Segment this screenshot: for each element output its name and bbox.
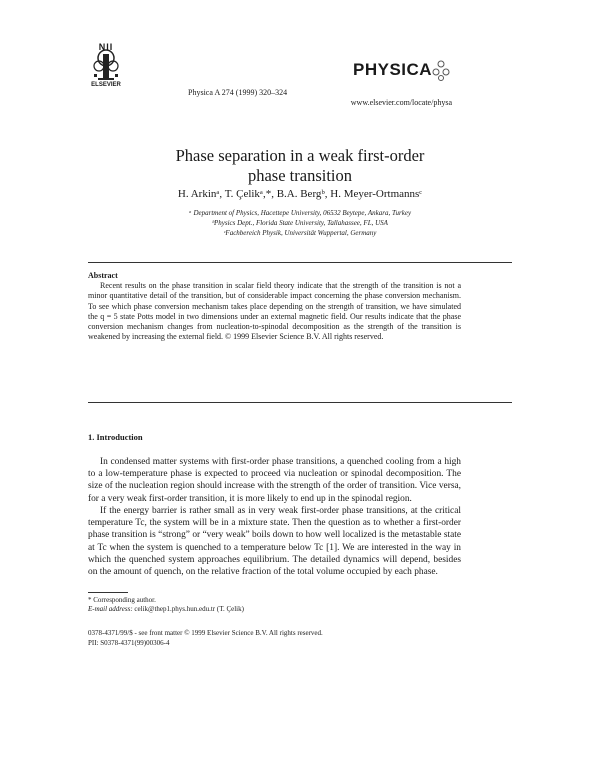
journal-reference: Physica A 274 (1999) 320–324 bbox=[188, 88, 288, 97]
email-label: E-mail address: bbox=[88, 605, 133, 613]
pii-line: PII: S0378-4371(99)00306-4 bbox=[88, 639, 170, 647]
physica-emblem-icon bbox=[430, 58, 452, 82]
copyright-line: 0378-4371/99/$ - see front matter © 1999 Elsevier Science B.V. All rights reserved. bbox=[88, 629, 323, 637]
affiliation-c: ᶜFachbereich Physik, Universität Wuppertal, Germany bbox=[223, 229, 377, 237]
intro-paragraph-2: If the energy barrier is rather small as in very weak first-order phase transitions, at the critical temperature Tc, the system will be in a mixture state. Then the question as to whether a first-order phase transition is “strong” or “very weak” boils down to how well localized is the metastable state at Tc when the system is quenched to a temperature below Tc [1]. We are interested in the way in which the quenched system approaches equilibrium. The detailed dynamics will depend, besides on the amount of quench, on the relative fraction of the total volume occupied by each phase. bbox=[88, 506, 461, 578]
affiliation-a: ᵃ Department of Physics, Hacettepe University, 06532 Beytepe, Ankara, Turkey bbox=[188, 209, 412, 217]
footnote-rule bbox=[88, 592, 128, 593]
intro-paragraph-1: In condensed matter systems with first-order phase transitions, a quenched cooling from a high to a low-temperature phase is expected to proceed via nucleation or spinodal decomposition. The size of the nucleation region should increase with the strength of the order of transition. Vice versa, for a very weak first-order transition, it is more likely to end up in the spinodal region. bbox=[88, 457, 461, 504]
abstract-heading: Abstract bbox=[88, 271, 118, 280]
abstract-text: Recent results on the phase transition in scalar field theory indicate that the strength of the transition is not a minor quantitative detail of the transition, but of considerable impact concerning the phase conversion mechanism. To see which phase conversion mechanism takes place depending on the strength of transition, we have simulated the q = 5 state Potts model in two dimensions under an external magnetic field. Our results indicate that the phase conversion mechanism changes from nucleation-to-spinodal decomposition as the strength of the transition is weakened by increasing the external field. © 1999 Elsevier Science B.V. All rights reserved. bbox=[88, 281, 461, 342]
email-address: celik@thep1.phys.hun.edu.tr (T. Çelik) bbox=[134, 605, 244, 613]
physica-logo: PHYSICA bbox=[353, 60, 433, 79]
article-title bbox=[100, 146, 500, 186]
footnote-email bbox=[88, 604, 244, 614]
abstract-top-rule bbox=[88, 262, 512, 263]
affiliation-b: ᵇPhysics Dept., Florida State University, Tallahassee, FL, USA bbox=[212, 219, 388, 227]
section-heading-introduction: 1. Introduction bbox=[88, 432, 143, 442]
nii-logo-text: NII bbox=[98, 42, 114, 52]
title-line-2: phase transition bbox=[247, 166, 353, 185]
journal-website: www.elsevier.com/locate/physa bbox=[350, 98, 452, 107]
author-list: H. Arkinᵃ, T. Çelikᵃ,*, B.A. Bergᵇ, H. Meyer-Ortmannsᶜ bbox=[177, 188, 423, 200]
nii-logo-sub: ELSEVIER bbox=[91, 82, 121, 88]
footnote-corresponding: * Corresponding author. bbox=[88, 596, 156, 604]
nii-logo bbox=[86, 42, 126, 90]
title-line-1: Phase separation in a weak first-order bbox=[175, 146, 425, 165]
abstract-bottom-rule bbox=[88, 402, 512, 403]
